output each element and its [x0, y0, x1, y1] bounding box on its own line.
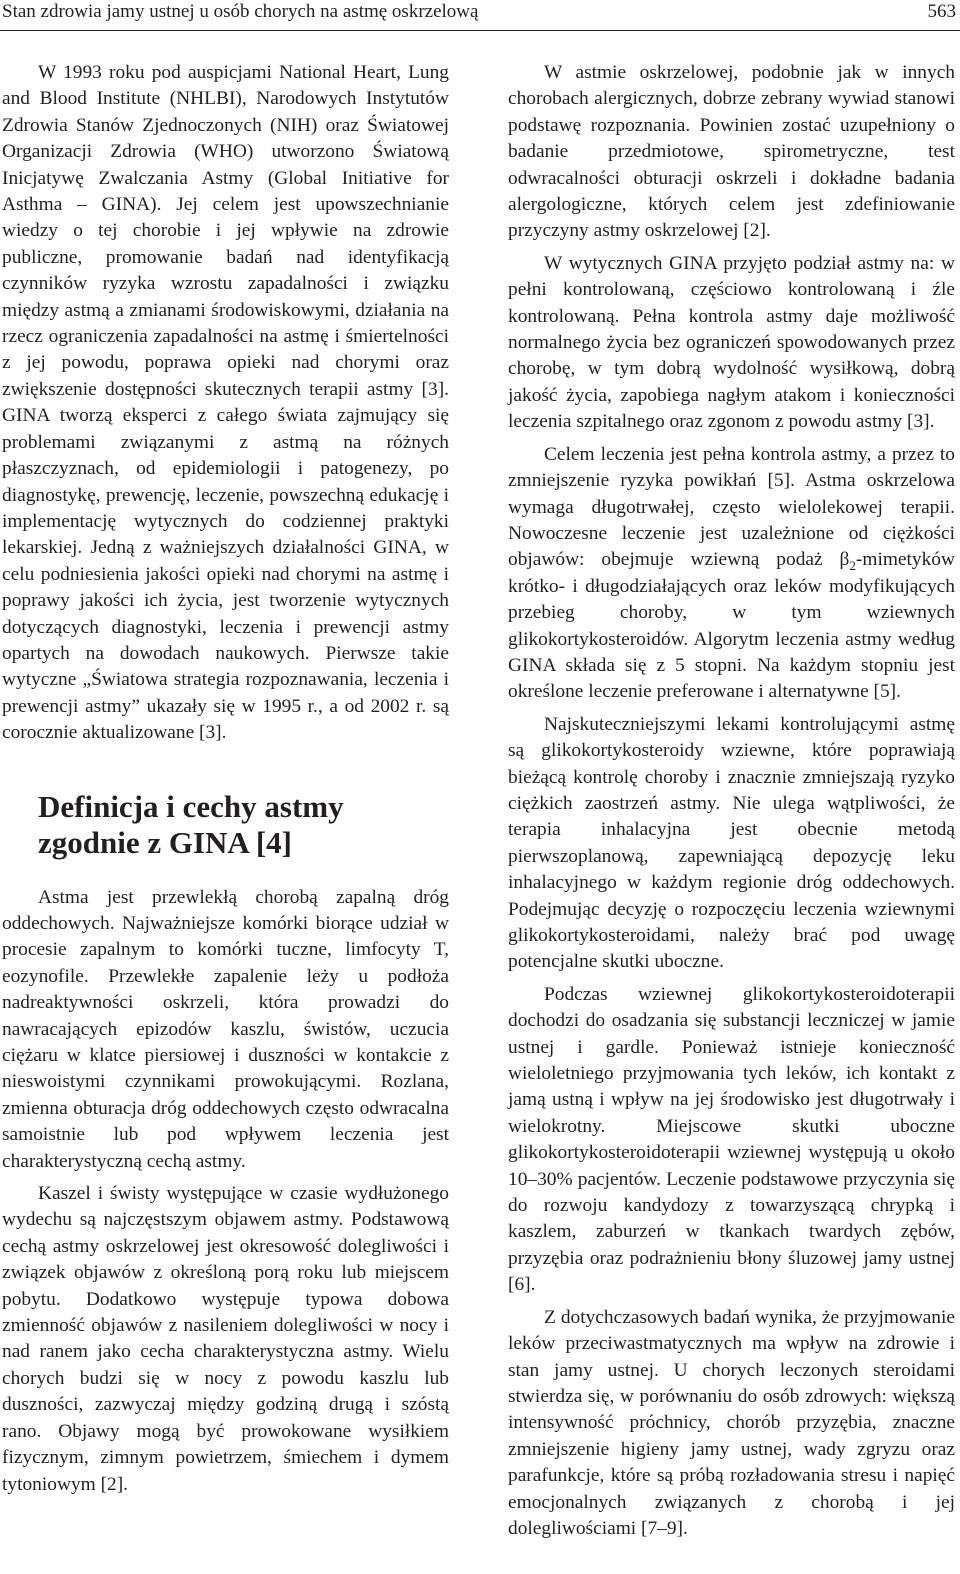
paragraph-diagnosis: W astmie oskrzelowej, podobnie jak w innych chorobach alergicznych, dobrze zebrany wywiad stanowi podstawę rozpoznania. Powinien zostać uzupełniony o badanie przedmiotowe, spirometryczne, test odwracalności obturacji oskrzeli i dokładne badania alergologiczne, których celem jest zdefiniowanie przyczyny astmy oskrzelowej [2].	[508, 62, 955, 242]
paragraph-control-levels: W wytycznych GINA przyjęto podział astmy na: w pełni kontrolowaną, częściowo kontrolowaną i źle kontrolowaną. Pełna kontrola astmy daje możliwość normalnego życia bez ograniczeń spowodowanych przez chorobę, w tym dobrą wydolność wysiłkową, dobrą jakość życia, zapobiega nagłym atakom i konieczności leczenia szpitalnego oraz zgonom z powodu astmy [3].	[508, 252, 955, 433]
paragraph-inhaled-steroids: Najskuteczniejszymi lekami kontrolującymi astmę są glikokortykosteroidy wziewne, które poprawiają bieżącą kontrolę choroby i znacznie zmniejszają ryzyko ciężkich zaostrzeń astmy. Nie ulega wątpliwości, że terapia inhalacyjna jest obecnie metodą pierwszoplanową, zapewniającą depozycję leku inhalacyjnego w każdym regionie dróg oddechowych. Podejmując decyzję o rozpoczęciu leczenia wziewnymi glikokortykosteroidami, należy brać pod uwagę potencjalne skutki uboczne.	[508, 713, 955, 973]
paragraph-gina-history: W 1993 roku pod auspicjami National Heart, Lung and Blood Institute (NHLBI), Narodowych Instytutów Zdrowia Stanów Zjednoczonych (NIH) oraz Światowej Organizacji Zdrowia (WHO) utworzono Światową Inicjatywę Zwalczania Astmy (Global Initiative for Asthma – GINA). Jej celem jest upowszechnianie wiedzy o tej chorobie i jej wpływie na zdrowie publiczne, promowanie badań nad identyfikacją czynników ryzyka wzrostu zapadalności i związku między astmą a zmianami środowiskowymi, działania na rzecz ograniczenia zapadalności na astmę i śmiertelności z jej powodu, poprawa opieki nad chorymi oraz zwiększenie dostępności skutecznych terapii astmy [3]. GINA tworzą eksperci z całego świata zajmujący się problemami związanymi z astmą na różnych płaszczyznach, od epidemiologii i patogenezy, po diagnostykę, prewencję, leczenie, powszechną edukację i implementację wytycznych do codziennej praktyki lekarskiej. Jedną z ważniejszych działalności GINA, w celu podniesienia jakości opieki nad chorymi na astmę i poprawy jakości ich życia, jest tworzenie wytycznych dotyczących diagnostyki, leczenia i prewencji astmy opartych na dowodach naukowych. Pierwsze takie wytyczne „Światowa strategia rozpoznawania, leczenia i prewencji astmy” ukazały się w 1995 r., a od 2002 r. są corocznie aktualizowane [3].	[2, 62, 449, 744]
paragraph-treatment-goal	[508, 442, 955, 706]
running-title: Stan zdrowia jamy ustnej u osób chorych na astmę oskrzelową	[2, 1, 479, 22]
left-column	[2, 60, 449, 1498]
paragraph-asthma-symptoms: Kaszel i świsty występujące w czasie wydłużonego wydechu są najczęstszym objawem astmy. Podstawową cechą astmy oskrzelowej jest okresowość dolegliwości i związek objawów z określoną porą roku lub miejscem pobytu. Dodatkowo występuje typowa dobowa zmienność objawów z nasileniem dolegliwości w nocy i nad ranem jako cecha charakterystyczna astmy. Wielu chorych budzi się w nocy z powodu kaszlu lub duszności, zazwyczaj między godziną drugą i szóstą rano. Objawy mogą być prowokowane wysiłkiem fizycznym, zimnym powietrzem, śmiechem i dymem tytoniowym [2].	[2, 1183, 449, 1495]
right-column	[508, 60, 955, 1542]
running-header	[0, 0, 960, 26]
section-heading: Definicja i cechy astmy zgodnie z GINA [4]	[38, 788, 344, 860]
paragraph-asthma-definition: Astma jest przewlekłą chorobą zapalną dróg oddechowych. Najważniejsze komórki biorące udział w procesie zapalnym to komórki tuczne, limfocyty T, eozynofile. Przewlekłe zapalenie leży u podłoża nadreaktywności oskrzeli, która prowadzi do nawracających epizodów kaszlu, świstów, uczucia ciężaru w klatce piersiowej i duszności w kontakcie z nieswoistymi czynnikami prowokującymi. Rozlana, zmienna obturacja dróg oddechowych często odwracalna samoistnie lub pod wpływem leczenia jest charakterystyczną cechą astmy.	[2, 886, 449, 1172]
paragraph-side-effects: Podczas wziewnej glikokortykosteroidoterapii dochodzi do osadzania się substancji leczniczej w jamie ustnej i gardle. Ponieważ istnieje konieczność wieloletniego przyjmowania tych leków, ich kontakt z jamą ustną i wpływ na jej środowisko jest długotrwały i wielokrotny. Miejscowe skutki uboczne glikokortykosteroidoterapii wziewnej występują u około 10–30% pacjentów. Leczenie podstawowe przyczynia się do rozwoju kandydozy z towarzyszącą chrypką i kaszlem, zaburzeń w tkankach twardych zębów, przyzębia oraz podrażnieniu błony śluzowej jamy ustnej [6].	[508, 983, 955, 1296]
page-number: 563	[927, 1, 956, 22]
beta-subscript: 2	[849, 558, 856, 574]
header-rule	[0, 30, 960, 31]
paragraph-oral-health: Z dotychczasowych badań wynika, że przyjmowanie leków przeciwastmatycznych ma wpływ na zdrowie i stan jamy ustnej. U chorych leczonych steroidami stwierdza się, w porównaniu do osób zdrowych: większą intensywność próchnicy, chorób przyzębia, znaczne zmniejszenie higieny jamy ustnej, wady zgryzu oraz parafunkcje, które są próbą rozładowania stresu i napięć emocjonalnych związanych z chorobą i jej dolegliwościami [7–9].	[508, 1306, 955, 1539]
treatment-goal-text-b: -mimetyków krótko- i długodziałających oraz leków modyfikujących przebieg choroby, w tym wziewnych glikokortykosteroidów. Algorytm leczenia astmy według GINA składa się z 5 stopni. Na każdym stopniu jest określone leczenie preferowane i alternatywne [5].	[508, 549, 955, 703]
treatment-goal-text-a: Celem leczenia jest pełna kontrola astmy, a przez to zmniejszenie ryzyka powikłań [5]. Astma oskrzelowa wymaga długotrwałej, często wielolekowej terapii. Nowoczesne leczenie jest uzależnione od ciężkości objawów: obejmuje wziewną podaż β	[508, 443, 955, 571]
